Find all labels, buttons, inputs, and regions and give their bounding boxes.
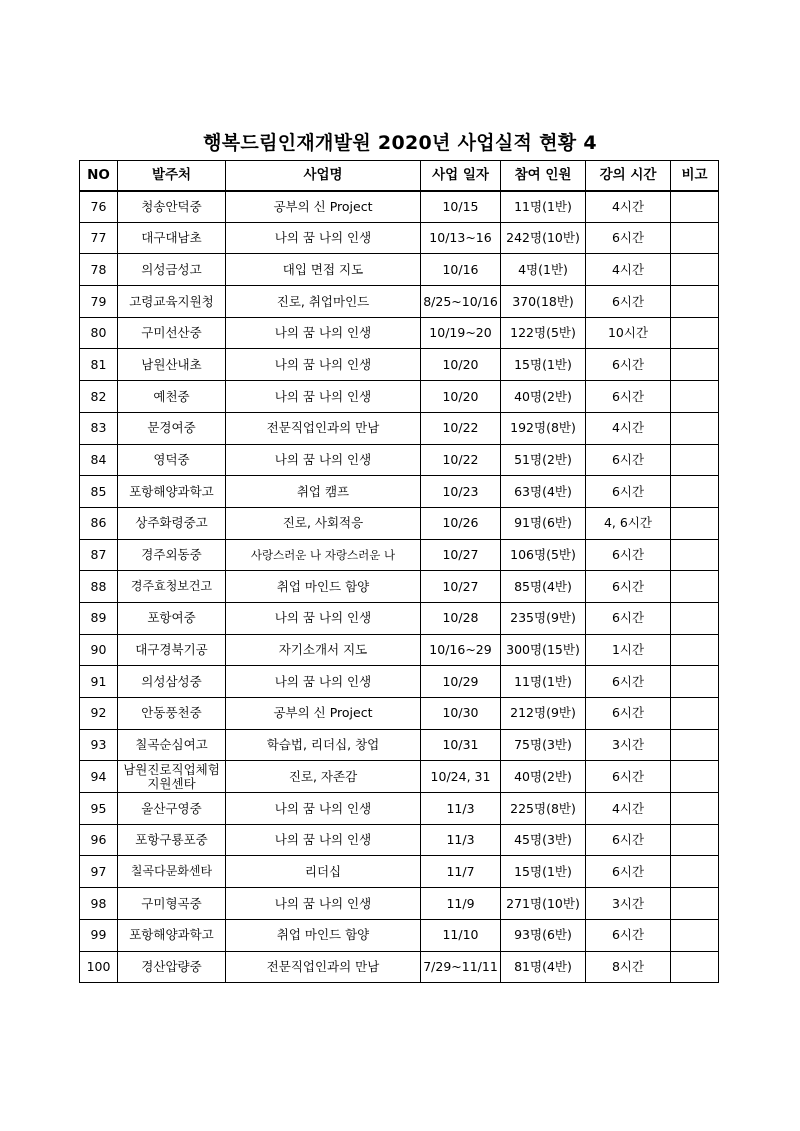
table-row: [80, 698, 719, 730]
cell-participants: 40명(2반): [501, 381, 586, 413]
cell-program: 사랑스러운 나 자랑스러운 나: [226, 539, 421, 571]
cell-program: 리더십: [226, 856, 421, 888]
cell-program: 공부의 신 Project: [226, 191, 421, 223]
cell-date: 10/31: [421, 729, 501, 761]
table-row: [80, 666, 719, 698]
cell-client-line2: 지원센타: [147, 775, 196, 791]
table-row: [80, 476, 719, 508]
cell-hours: 8시간: [586, 951, 671, 983]
cell-program: 자기소개서 지도: [226, 634, 421, 666]
cell-hours: 6시간: [586, 571, 671, 603]
cell-date: 7/29~11/11: [421, 951, 501, 983]
cell-note: [671, 666, 719, 698]
cell-client: 영덕중: [118, 444, 226, 476]
cell-date: 10/22: [421, 412, 501, 444]
cell-hours: 6시간: [586, 349, 671, 381]
cell-hours: 4시간: [586, 254, 671, 286]
cell-participants: 93명(6반): [501, 919, 586, 951]
header-hours: 강의 시간: [586, 161, 671, 191]
cell-program: 나의 꿈 나의 인생: [226, 666, 421, 698]
cell-note: [671, 634, 719, 666]
cell-note: [671, 824, 719, 856]
cell-note: [671, 539, 719, 571]
cell-participants: 212명(9반): [501, 698, 586, 730]
cell-date: 10/27: [421, 539, 501, 571]
cell-program: 나의 꿈 나의 인생: [226, 444, 421, 476]
cell-participants: 63명(4반): [501, 476, 586, 508]
cell-no: 80: [80, 317, 118, 349]
cell-participants: 75명(3반): [501, 729, 586, 761]
table-row: [80, 222, 719, 254]
cell-hours: 4, 6시간: [586, 507, 671, 539]
table-header-row: [80, 161, 719, 191]
cell-program: 나의 꿈 나의 인생: [226, 602, 421, 634]
cell-no: 99: [80, 919, 118, 951]
cell-date: 11/10: [421, 919, 501, 951]
cell-participants: 40명(2반): [501, 761, 586, 793]
cell-client: 의성삼성중: [118, 666, 226, 698]
cell-participants: 106명(5반): [501, 539, 586, 571]
cell-client: 대구경북기공: [118, 634, 226, 666]
cell-participants: 225명(8반): [501, 793, 586, 825]
cell-hours: 3시간: [586, 888, 671, 920]
cell-client: 칠곡순심여고: [118, 729, 226, 761]
cell-no: 82: [80, 381, 118, 413]
cell-program: 나의 꿈 나의 인생: [226, 222, 421, 254]
cell-note: [671, 476, 719, 508]
table-row: [80, 444, 719, 476]
cell-participants: 4명(1반): [501, 254, 586, 286]
cell-client: 포항여중: [118, 602, 226, 634]
header-note: 비고: [671, 161, 719, 191]
cell-client: 문경여중: [118, 412, 226, 444]
table-row: [80, 951, 719, 983]
cell-no: 94: [80, 761, 118, 793]
cell-program: 진로, 자존감: [226, 761, 421, 793]
cell-date: 10/26: [421, 507, 501, 539]
cell-note: [671, 222, 719, 254]
cell-hours: 10시간: [586, 317, 671, 349]
cell-program: 학습법, 리더십, 창업: [226, 729, 421, 761]
cell-program: 취업 캠프: [226, 476, 421, 508]
cell-client: 예천중: [118, 381, 226, 413]
cell-program: 공부의 신 Project: [226, 698, 421, 730]
cell-client: 경주효청보건고: [118, 571, 226, 603]
header-participants: 참여 인원: [501, 161, 586, 191]
cell-date: 10/16: [421, 254, 501, 286]
cell-no: 85: [80, 476, 118, 508]
cell-no: 83: [80, 412, 118, 444]
cell-date: 10/20: [421, 349, 501, 381]
cell-no: 90: [80, 634, 118, 666]
cell-program: 진로, 취업마인드: [226, 286, 421, 318]
cell-note: [671, 729, 719, 761]
header-no: NO: [80, 161, 118, 191]
table-row: [80, 571, 719, 603]
cell-no: 92: [80, 698, 118, 730]
cell-client: 구미형곡중: [118, 888, 226, 920]
table-row: [80, 888, 719, 920]
header-program: 사업명: [226, 161, 421, 191]
table-row: [80, 602, 719, 634]
table-row: [80, 761, 719, 793]
cell-note: [671, 191, 719, 223]
header-date: 사업 일자: [421, 161, 501, 191]
cell-no: 98: [80, 888, 118, 920]
cell-no: 95: [80, 793, 118, 825]
cell-no: 93: [80, 729, 118, 761]
cell-date: 11/9: [421, 888, 501, 920]
cell-hours: 6시간: [586, 919, 671, 951]
cell-note: [671, 793, 719, 825]
table-row: [80, 919, 719, 951]
cell-date: 10/28: [421, 602, 501, 634]
cell-date: 10/19~20: [421, 317, 501, 349]
cell-no: 89: [80, 602, 118, 634]
cell-client: 포항해양과학고: [118, 476, 226, 508]
cell-date: 11/7: [421, 856, 501, 888]
cell-program: 나의 꿈 나의 인생: [226, 793, 421, 825]
cell-hours: 6시간: [586, 476, 671, 508]
cell-client: 포항구룡포중: [118, 824, 226, 856]
cell-program: 나의 꿈 나의 인생: [226, 824, 421, 856]
cell-no: 88: [80, 571, 118, 603]
cell-client: 경산압량중: [118, 951, 226, 983]
cell-client: 울산구영중: [118, 793, 226, 825]
cell-no: 86: [80, 507, 118, 539]
cell-program: 나의 꿈 나의 인생: [226, 381, 421, 413]
cell-program: 나의 꿈 나의 인생: [226, 349, 421, 381]
cell-no: 78: [80, 254, 118, 286]
cell-client: 안동풍천중: [118, 698, 226, 730]
cell-date: 10/15: [421, 191, 501, 223]
cell-participants: 271명(10반): [501, 888, 586, 920]
cell-date: 10/29: [421, 666, 501, 698]
cell-no: 87: [80, 539, 118, 571]
cell-hours: 6시간: [586, 824, 671, 856]
cell-note: [671, 951, 719, 983]
cell-hours: 6시간: [586, 666, 671, 698]
cell-program: 취업 마인드 함양: [226, 571, 421, 603]
cell-hours: 1시간: [586, 634, 671, 666]
cell-program: 진로, 사회적응: [226, 507, 421, 539]
cell-participants: 11명(1반): [501, 191, 586, 223]
cell-client: 칠곡다문화센타: [118, 856, 226, 888]
cell-note: [671, 761, 719, 793]
table-row: [80, 286, 719, 318]
cell-note: [671, 412, 719, 444]
cell-participants: 300명(15반): [501, 634, 586, 666]
cell-program: 나의 꿈 나의 인생: [226, 888, 421, 920]
cell-participants: 122명(5반): [501, 317, 586, 349]
table-row: [80, 507, 719, 539]
table-row: [80, 317, 719, 349]
cell-client: 고령교육지원청: [118, 286, 226, 318]
cell-hours: 6시간: [586, 856, 671, 888]
table-row: [80, 793, 719, 825]
table-row: [80, 634, 719, 666]
cell-program: 취업 마인드 함양: [226, 919, 421, 951]
cell-date: 11/3: [421, 793, 501, 825]
cell-participants: 81명(4반): [501, 951, 586, 983]
cell-participants: 242명(10반): [501, 222, 586, 254]
cell-note: [671, 856, 719, 888]
cell-participants: 51명(2반): [501, 444, 586, 476]
cell-program: 나의 꿈 나의 인생: [226, 317, 421, 349]
table-row: [80, 729, 719, 761]
performance-table: [79, 160, 719, 983]
cell-date: 10/23: [421, 476, 501, 508]
cell-hours: 3시간: [586, 729, 671, 761]
cell-hours: 6시간: [586, 444, 671, 476]
cell-note: [671, 507, 719, 539]
table-row: [80, 412, 719, 444]
cell-client: 경주외동중: [118, 539, 226, 571]
cell-participants: 370(18반): [501, 286, 586, 318]
table-row: [80, 381, 719, 413]
cell-client: 의성금성고: [118, 254, 226, 286]
cell-hours: 4시간: [586, 412, 671, 444]
cell-participants: 192명(8반): [501, 412, 586, 444]
cell-client: 구미선산중: [118, 317, 226, 349]
cell-hours: 4시간: [586, 191, 671, 223]
page-title: 행복드림인재개발원 2020년 사업실적 현황 4: [203, 132, 597, 154]
cell-client: 대구대남초: [118, 222, 226, 254]
header-client: 발주처: [118, 161, 226, 191]
cell-date: 10/30: [421, 698, 501, 730]
cell-date: 8/25~10/16: [421, 286, 501, 318]
cell-no: 97: [80, 856, 118, 888]
cell-note: [671, 381, 719, 413]
table-row: [80, 856, 719, 888]
table-row: [80, 824, 719, 856]
cell-client: 청송안덕중: [118, 191, 226, 223]
cell-hours: 4시간: [586, 793, 671, 825]
cell-hours: 6시간: [586, 539, 671, 571]
cell-note: [671, 349, 719, 381]
cell-participants: 15명(1반): [501, 349, 586, 381]
cell-participants: 91명(6반): [501, 507, 586, 539]
cell-no: 91: [80, 666, 118, 698]
cell-participants: 85명(4반): [501, 571, 586, 603]
cell-participants: 235명(9반): [501, 602, 586, 634]
cell-note: [671, 888, 719, 920]
cell-date: 11/3: [421, 824, 501, 856]
cell-client-line1: 남원진로직업체험: [123, 761, 220, 777]
cell-participants: 11명(1반): [501, 666, 586, 698]
cell-hours: 6시간: [586, 698, 671, 730]
cell-no: 100: [80, 951, 118, 983]
cell-note: [671, 286, 719, 318]
table-row: [80, 191, 719, 223]
cell-no: 84: [80, 444, 118, 476]
cell-participants: 15명(1반): [501, 856, 586, 888]
table-row: [80, 539, 719, 571]
cell-program: 전문직업인과의 만남: [226, 951, 421, 983]
cell-program: 대입 면접 지도: [226, 254, 421, 286]
table-row: [80, 349, 719, 381]
cell-no: 76: [80, 191, 118, 223]
cell-note: [671, 254, 719, 286]
cell-hours: 6시간: [586, 381, 671, 413]
cell-client: 포항해양과학고: [118, 919, 226, 951]
table-row: [80, 254, 719, 286]
cell-participants: 45명(3반): [501, 824, 586, 856]
cell-no: 96: [80, 824, 118, 856]
cell-date: 10/27: [421, 571, 501, 603]
cell-note: [671, 602, 719, 634]
cell-date: 10/13~16: [421, 222, 501, 254]
cell-hours: 6시간: [586, 222, 671, 254]
cell-hours: 6시간: [586, 602, 671, 634]
cell-note: [671, 317, 719, 349]
cell-client: 남원산내초: [118, 349, 226, 381]
cell-note: [671, 444, 719, 476]
cell-client: [118, 761, 226, 793]
cell-date: 10/22: [421, 444, 501, 476]
cell-client: 상주화령중고: [118, 507, 226, 539]
cell-note: [671, 698, 719, 730]
cell-no: 79: [80, 286, 118, 318]
cell-program: 전문직업인과의 만남: [226, 412, 421, 444]
cell-note: [671, 571, 719, 603]
cell-no: 77: [80, 222, 118, 254]
cell-date: 10/20: [421, 381, 501, 413]
cell-note: [671, 919, 719, 951]
cell-no: 81: [80, 349, 118, 381]
cell-date: 10/16~29: [421, 634, 501, 666]
cell-hours: 6시간: [586, 761, 671, 793]
cell-date: 10/24, 31: [421, 761, 501, 793]
cell-hours: 6시간: [586, 286, 671, 318]
